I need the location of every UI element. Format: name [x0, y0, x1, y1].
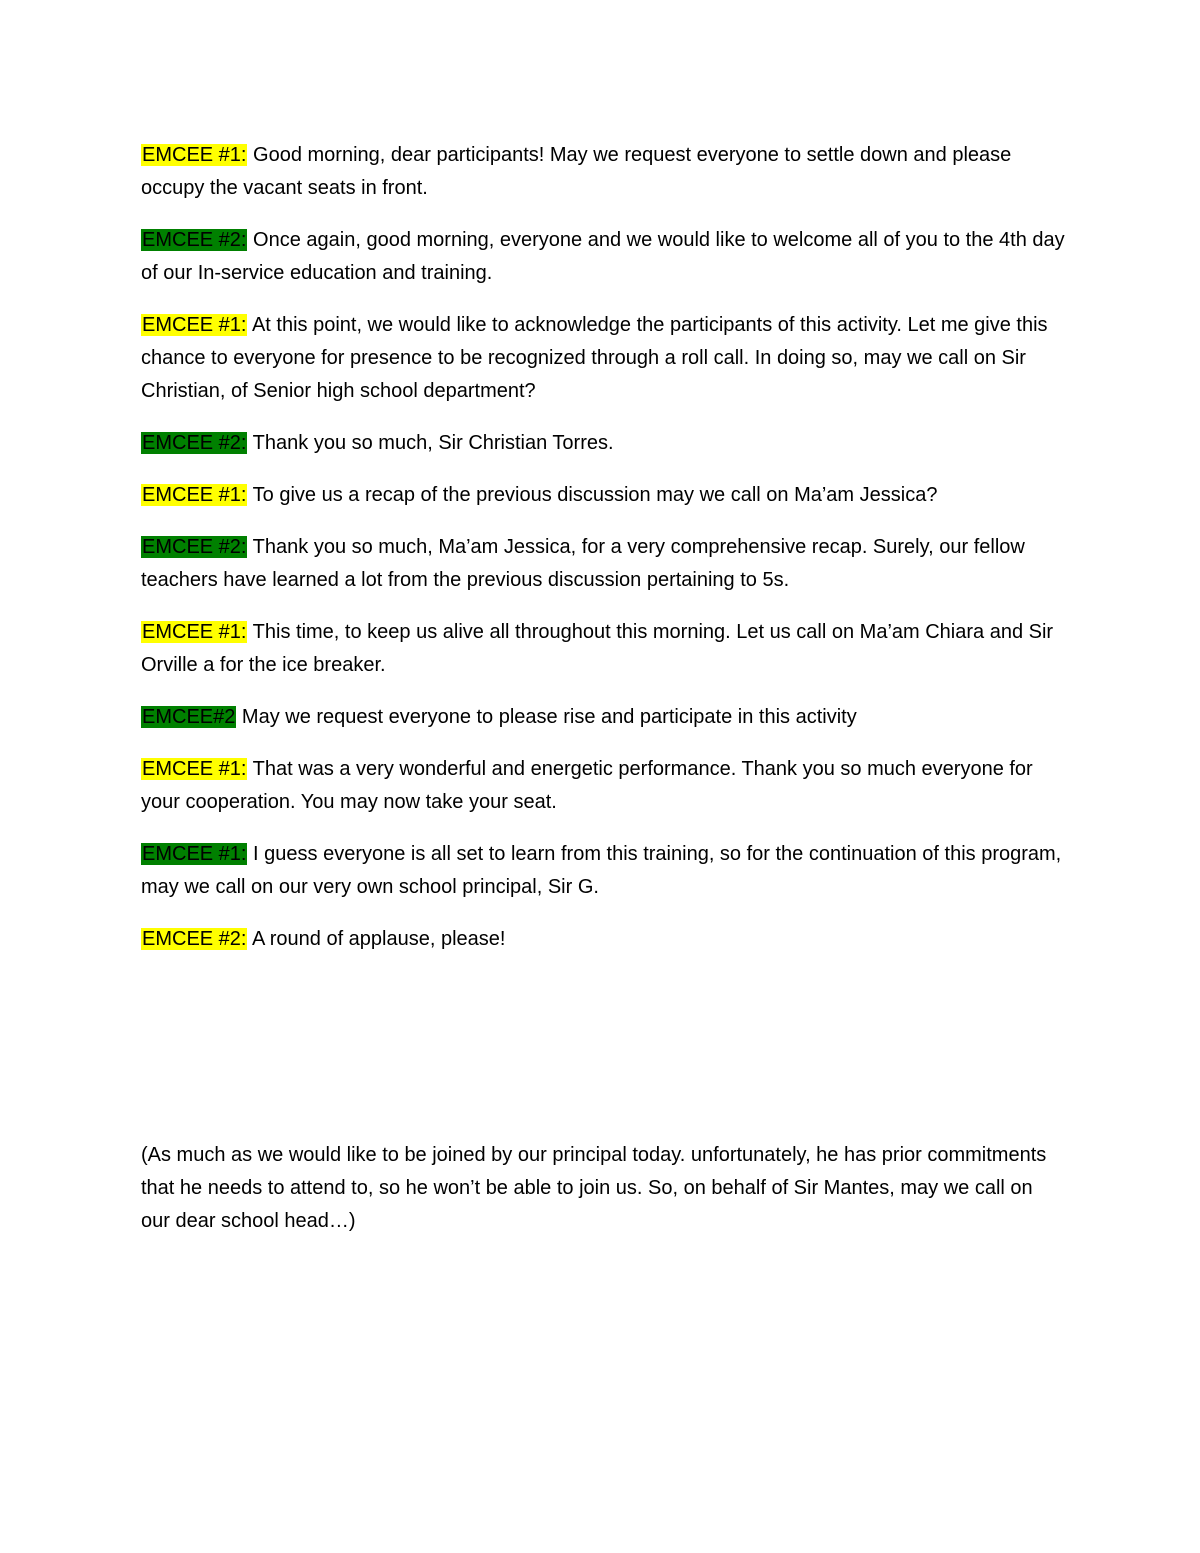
- line-text: At this point, we would like to acknowledge the participants of this activity. Let me give this chance to everyone for presence to be recognized through a roll call. In doing so, may we call on Sir Christian, of Senior high school department?: [141, 314, 1048, 402]
- line-text: May we request everyone to please rise and participate in this activity: [236, 706, 857, 728]
- speaker-label: EMCEE #1:: [142, 621, 247, 643]
- speaker-label: EMCEE #1:: [142, 758, 247, 780]
- line-text: Thank you so much, Ma’am Jessica, for a very comprehensive recap. Surely, our fellow teachers have learned a lot from the previous discussion pertaining to 5s.: [141, 536, 1025, 591]
- line-text: This time, to keep us alive all throughout this morning. Let us call on Ma’am Chiara and Sir Orville a for the ice breaker.: [141, 621, 1054, 676]
- speaker-label: EMCEE #1:: [142, 843, 247, 865]
- script-line: [141, 139, 1066, 205]
- script-line: [141, 923, 1066, 956]
- script-line: [141, 531, 1066, 597]
- speaker-label: EMCEE #2:: [142, 536, 247, 558]
- speaker-label: EMCEE #2:: [142, 229, 247, 251]
- speaker-label: EMCEE #1:: [142, 484, 247, 506]
- speaker-label: EMCEE #2:: [142, 928, 247, 950]
- line-text: That was a very wonderful and energetic performance. Thank you so much everyone for your cooperation. You may now take your seat.: [141, 758, 1033, 813]
- speaker-label: EMCEE #1:: [142, 144, 247, 166]
- speaker-label: EMCEE #2:: [142, 432, 247, 454]
- speaker-label: EMCEE #1:: [142, 314, 247, 336]
- line-text: A round of applause, please!: [247, 928, 506, 950]
- script-line: [141, 753, 1066, 819]
- script-line: [141, 427, 1066, 460]
- script-line: [141, 701, 1066, 734]
- line-text: Once again, good morning, everyone and we would like to welcome all of you to the 4th day of our In-service education and training.: [141, 229, 1065, 284]
- speaker-label: EMCEE#2: [142, 706, 236, 728]
- closing-note: (As much as we would like to be joined by our principal today. unfortunately, he has prior commitments that he needs to attend to, so he won’t be able to join us. So, on behalf of Sir Mantes, may we call on our dear school head…): [141, 1144, 1047, 1232]
- line-text: Thank you so much, Sir Christian Torres.: [247, 432, 614, 454]
- line-text: I guess everyone is all set to learn from this training, so for the continuation of this program, may we call on our very own school principal, Sir G.: [141, 843, 1062, 898]
- script-line: [141, 838, 1066, 904]
- script-line: [141, 479, 1066, 512]
- line-text: To give us a recap of the previous discussion may we call on Ma’am Jessica?: [247, 484, 938, 506]
- script-line: [141, 224, 1066, 290]
- line-text: Good morning, dear participants! May we request everyone to settle down and please occupy the vacant seats in front.: [141, 144, 1012, 199]
- script-body: [141, 139, 1066, 975]
- script-line: [141, 616, 1066, 682]
- script-line: [141, 309, 1066, 408]
